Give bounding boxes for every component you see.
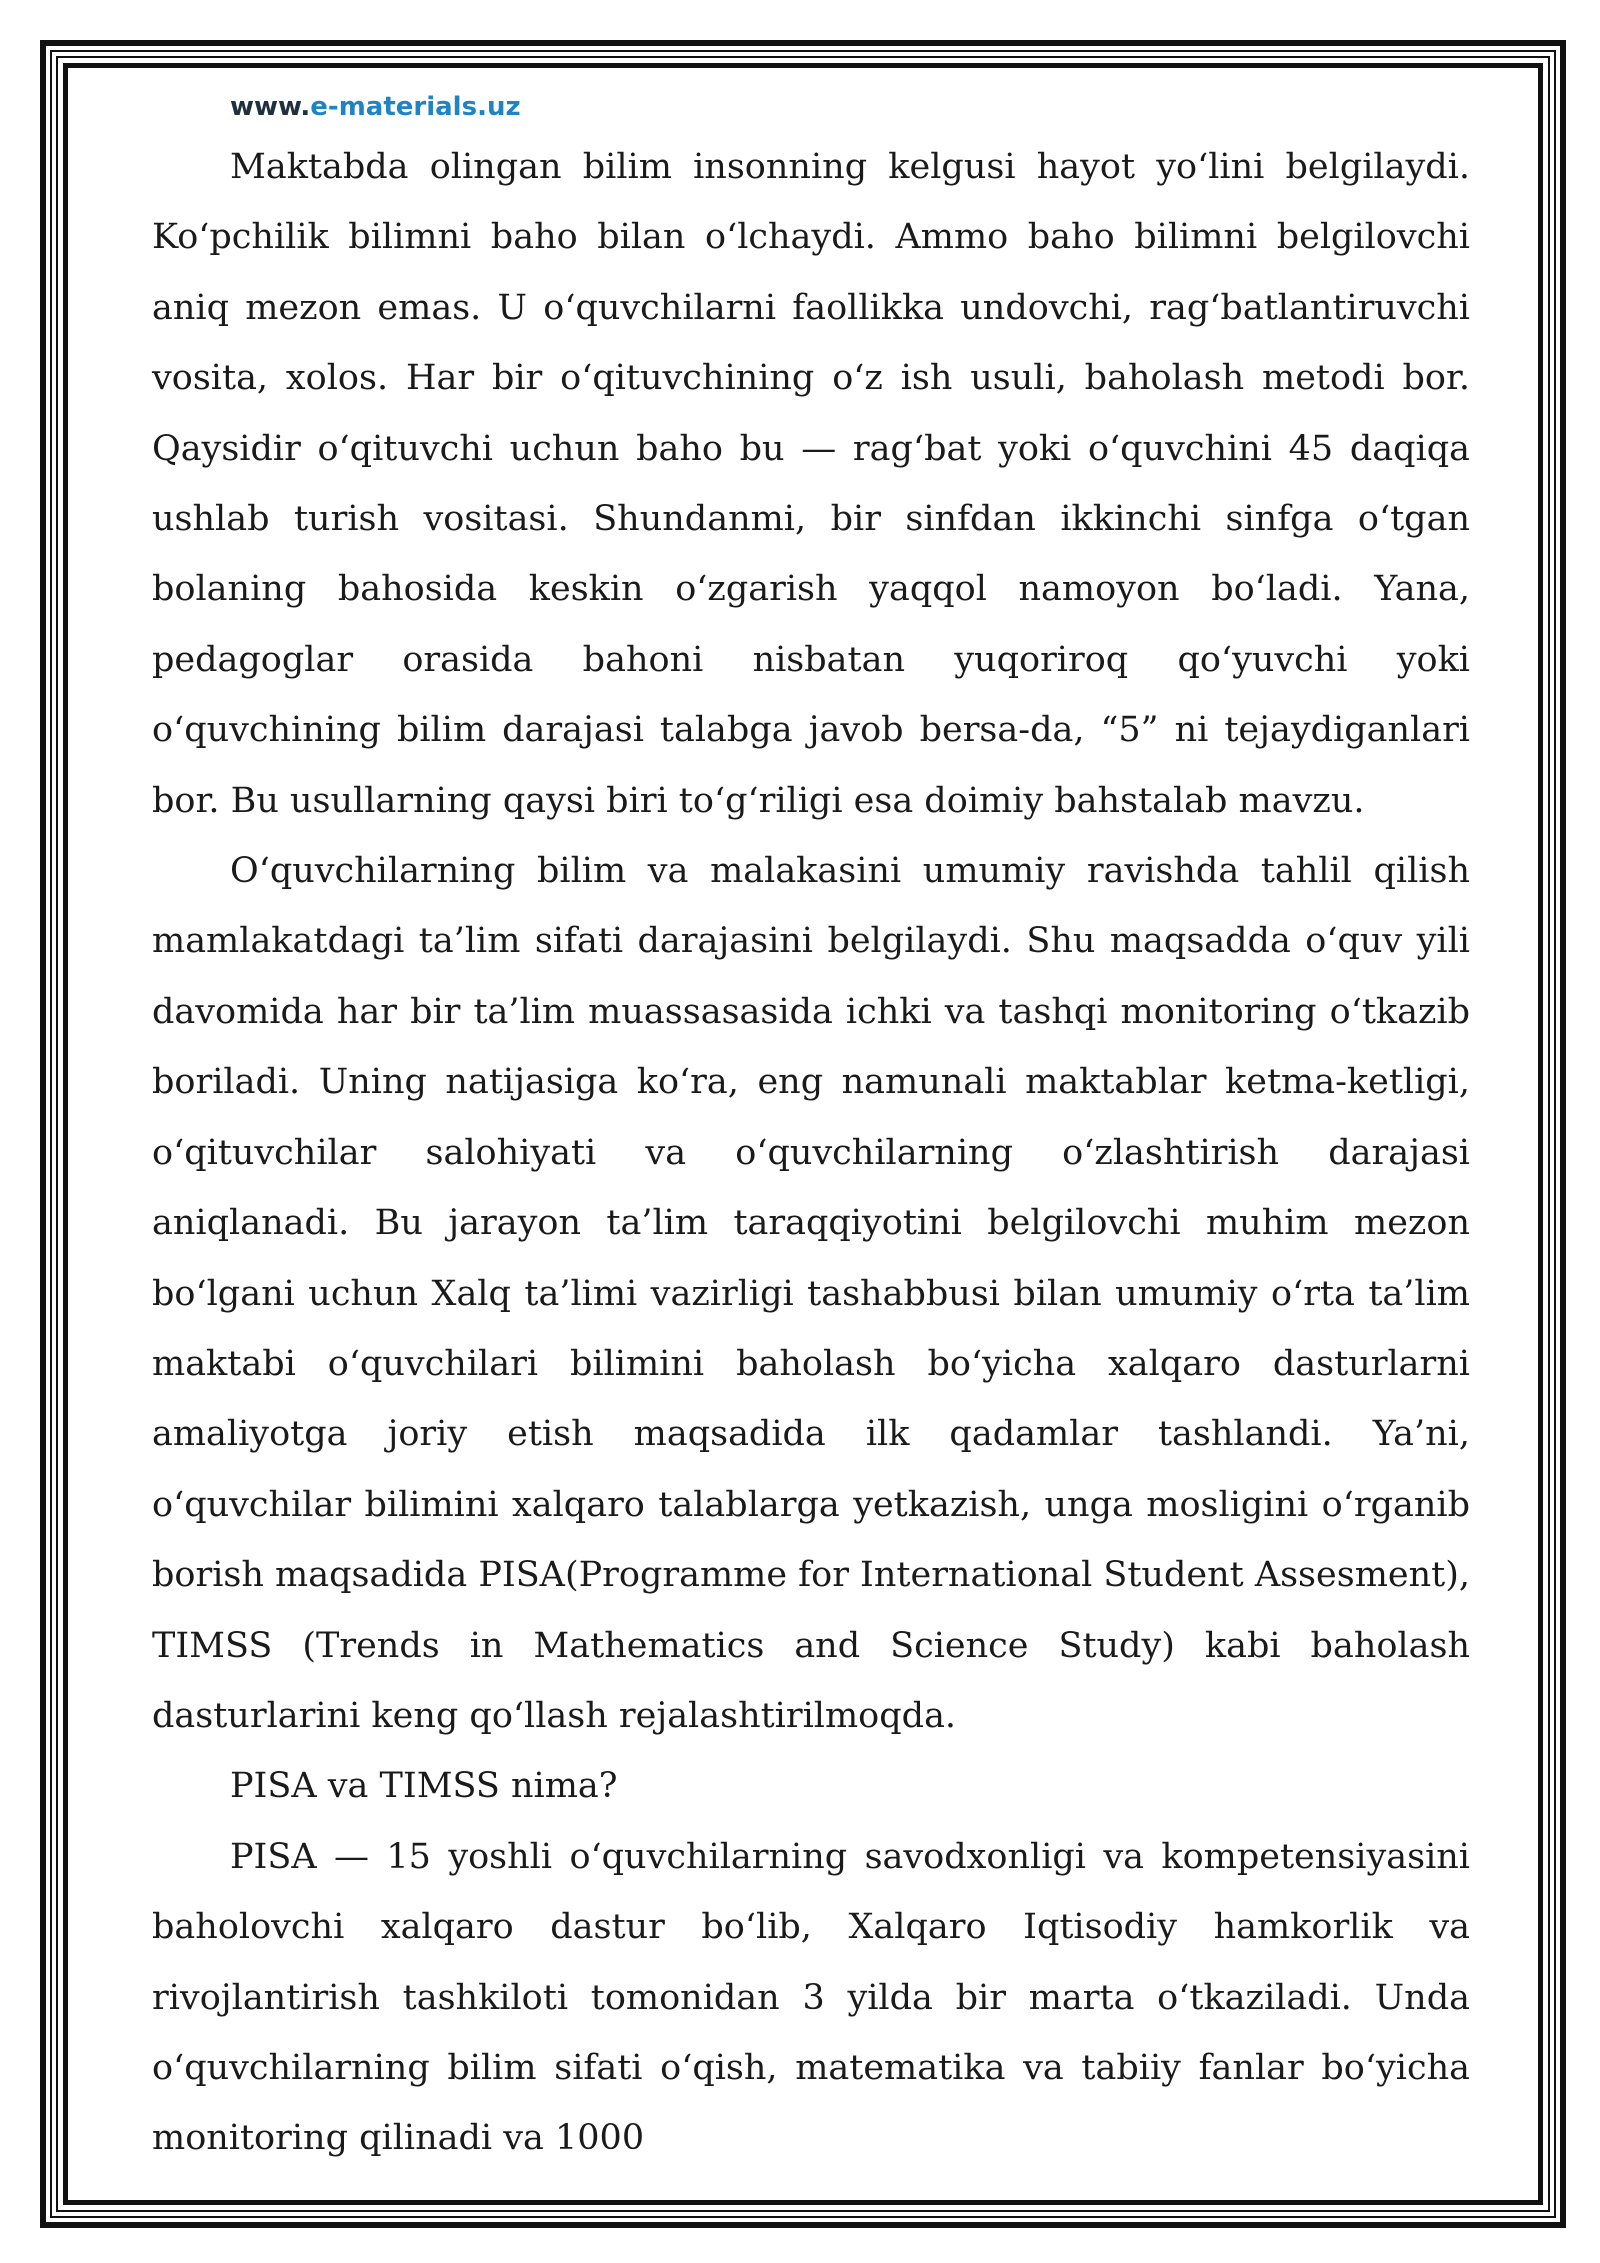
paragraph-pisa: PISA — 15 yoshli o‘quvchilarning savodxonligi va kompetensiyasini baholovchi xalqaro dastur bo‘lib, Xalqaro Iqtisodiy hamkorlik va rivojlantirish tashkiloti tomonidan 3 yilda bir marta o‘tkaziladi. Unda o‘quvchilarning bilim sifati o‘qish, matematika va tabiiy fanlar bo‘yicha monitoring qilinadi va 1000 [152, 1836, 1470, 2159]
section-question: PISA va TIMSS nima? [230, 1766, 618, 1807]
page-content [152, 92, 1470, 2174]
website-link-prefix: www. [230, 92, 311, 122]
paragraph-monitoring: O‘quvchilarning bilim va malakasini umumiy ravishda tahlil qilish mamlakatdagi ta’lim sifati darajasini belgilaydi. Shu maqsadda o‘quv yili davomida har bir ta’lim muassasasida ichki va tashqi monitoring o‘tkazib boriladi. Uning natijasiga ko‘ra, eng namunali maktablar ketma-ketligi, o‘qituvchilar salohiyati va o‘quvchilarning o‘zlashtirish darajasi aniqlanadi. Bu jarayon ta’lim taraqqiyotini belgilovchi muhim mezon bo‘lgani uchun Xalq ta’limi vazirligi tashabbusi bilan umumiy o‘rta ta’lim maktabi o‘quvchilari bilimini baholash bo‘yicha xalqaro dasturlarni amaliyotga joriy etish maqsadida ilk qadamlar tashlandi. Ya’ni, o‘quvchilar bilimini xalqaro talablarga yetkazish, unga mosligini o‘rganib borish maqsadida PISA(Programme for International Student Assesment), TIMSS (Trends in Mathematics and Science Study) kabi baholash dasturlarini keng qo‘llash rejalashtirilmoqda. [152, 851, 1470, 1736]
website-link-domain: e-materials.uz [310, 92, 521, 122]
paragraph-intro: Maktabda olingan bilim insonning kelgusi hayot yo‘lini belgilaydi. Ko‘pchilik bilimni baho bilan o‘lchaydi. Ammo baho bilimni belgilovchi aniq mezon emas. U o‘quvchilarni faollikka undovchi, rag‘batlantiruvchi vosita, xolos. Har bir o‘qituvchining o‘z ish usuli, baholash metodi bor. Qaysidir o‘qituvchi uchun baho bu — rag‘bat yoki o‘quvchini 45 daqiqa ushlab turish vositasi. Shundanmi, bir sinfdan ikkinchi sinfga o‘tgan bolaning bahosida keskin o‘zgarish yaqqol namoyon bo‘ladi. Yana, pedagoglar orasida bahoni nisbatan yuqoriroq qo‘yuvchi yoki o‘quvchining bilim darajasi talabga javob bersa-da, “5” ni tejaydiganlari bor. Bu usullarning qaysi biri to‘g‘riligi esa doimiy bahstalab mavzu. [152, 147, 1470, 821]
website-link[interactable] [230, 92, 1470, 132]
